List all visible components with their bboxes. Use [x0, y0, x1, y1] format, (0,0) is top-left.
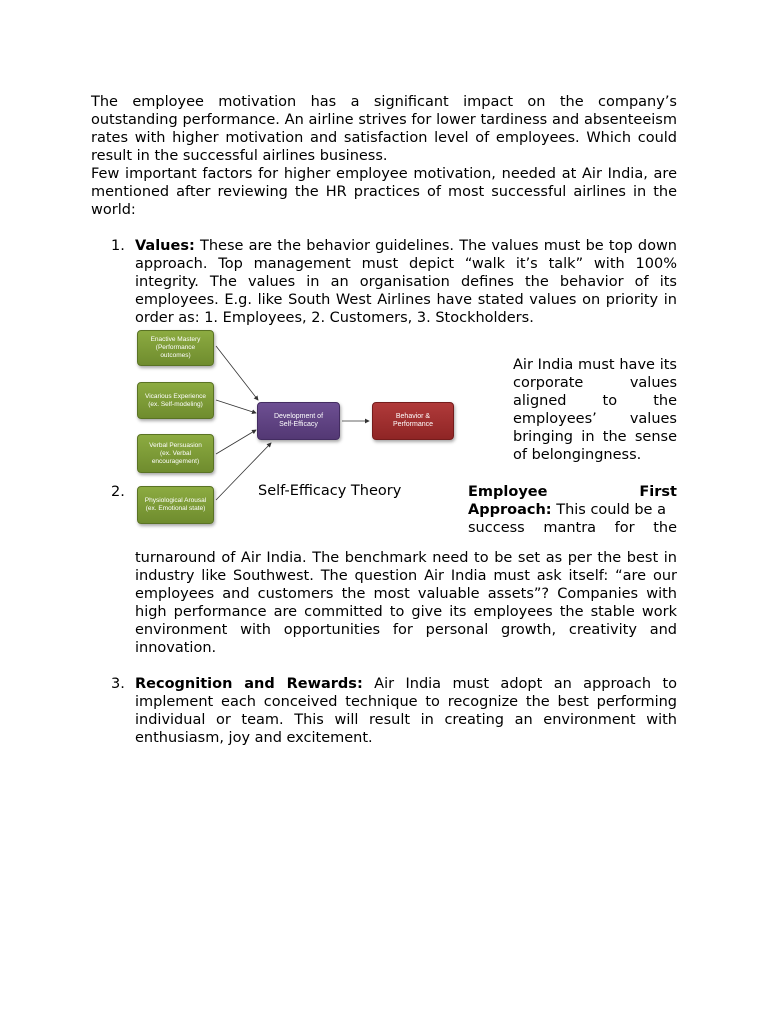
intro-paragraph-2: Few important factors for higher employee motivation, needed at Air India, are mentioned after reviewing the HR practices of most successful airlines in the world: — [91, 166, 677, 218]
document-page — [91, 93, 677, 747]
list-item-values — [91, 237, 677, 327]
list-number: 2. — [111, 484, 125, 500]
item-recognition-text — [135, 675, 677, 747]
item-title: Employee First — [468, 484, 677, 500]
item-body: Air India must adopt an approach to implement each conceived technique to recognize the best performing individual or team. This will result in creating an environment with enthusiasm, joy and excitement. — [135, 676, 678, 746]
item-values-text — [135, 237, 677, 327]
list-number: 1. — [111, 238, 125, 254]
item-title: Recognition and Rewards: — [135, 676, 363, 692]
item-employee-first-text: turnaround of Air India. The benchmark need to be set as per the best in industry like Southwest. The question Air India must ask itself: “are our employees and customers the most valuable assets”? Companies with high performance are committed to give its employees the stable work environment with opportunities for personal growth, creativity and innovation. — [135, 550, 677, 656]
intro-paragraph-1: The employee motivation has a significant impact on the company’s outstanding performance. An airline strives for lower tardiness and absenteeism rates with higher motivation and satisfaction level of employees. Which could result in the successful airlines business. — [91, 94, 677, 164]
item-body: These are the behavior guidelines. The values must be top down approach. Top management must depict “walk it’s talk” with 100% integrity. The values in an organisation defines the behavior of its employees. E.g. like South West Airlines have stated values on priority in order as: 1. Employees, 2. Customers, 3. Stockholders. — [135, 238, 677, 326]
outcome-box-behavior: Behavior & Performance — [372, 402, 454, 440]
item-title: Values: — [135, 238, 195, 254]
factor-list — [91, 237, 677, 747]
figure-and-wrap-block — [91, 328, 677, 549]
item-title-line-2: Approach: This could be a — [468, 502, 666, 518]
diagram-caption: Self-Efficacy Theory — [258, 483, 402, 499]
source-box-verbal-persuasion: Verbal Persuasion (ex. Verbal encouragement) — [137, 434, 214, 473]
source-box-vicarious-experience: Vicarious Experience (ex. Self-modeling) — [137, 382, 214, 419]
center-box-self-efficacy: Development of Self-Efficacy — [257, 402, 340, 440]
source-box-enactive-mastery: Enactive Mastery (Performance outcomes) — [137, 330, 214, 366]
list-item-recognition — [91, 675, 677, 747]
self-efficacy-diagram — [135, 330, 465, 530]
source-box-physiological-arousal: Physiological Arousal (ex. Emotional state) — [137, 486, 214, 524]
item-body-line: success mantra for the — [468, 520, 677, 536]
values-side-text: Air India must have its corporate values aligned to the employees’ values bringing in the sense of belongingness. — [513, 357, 677, 463]
list-number: 3. — [111, 676, 125, 692]
